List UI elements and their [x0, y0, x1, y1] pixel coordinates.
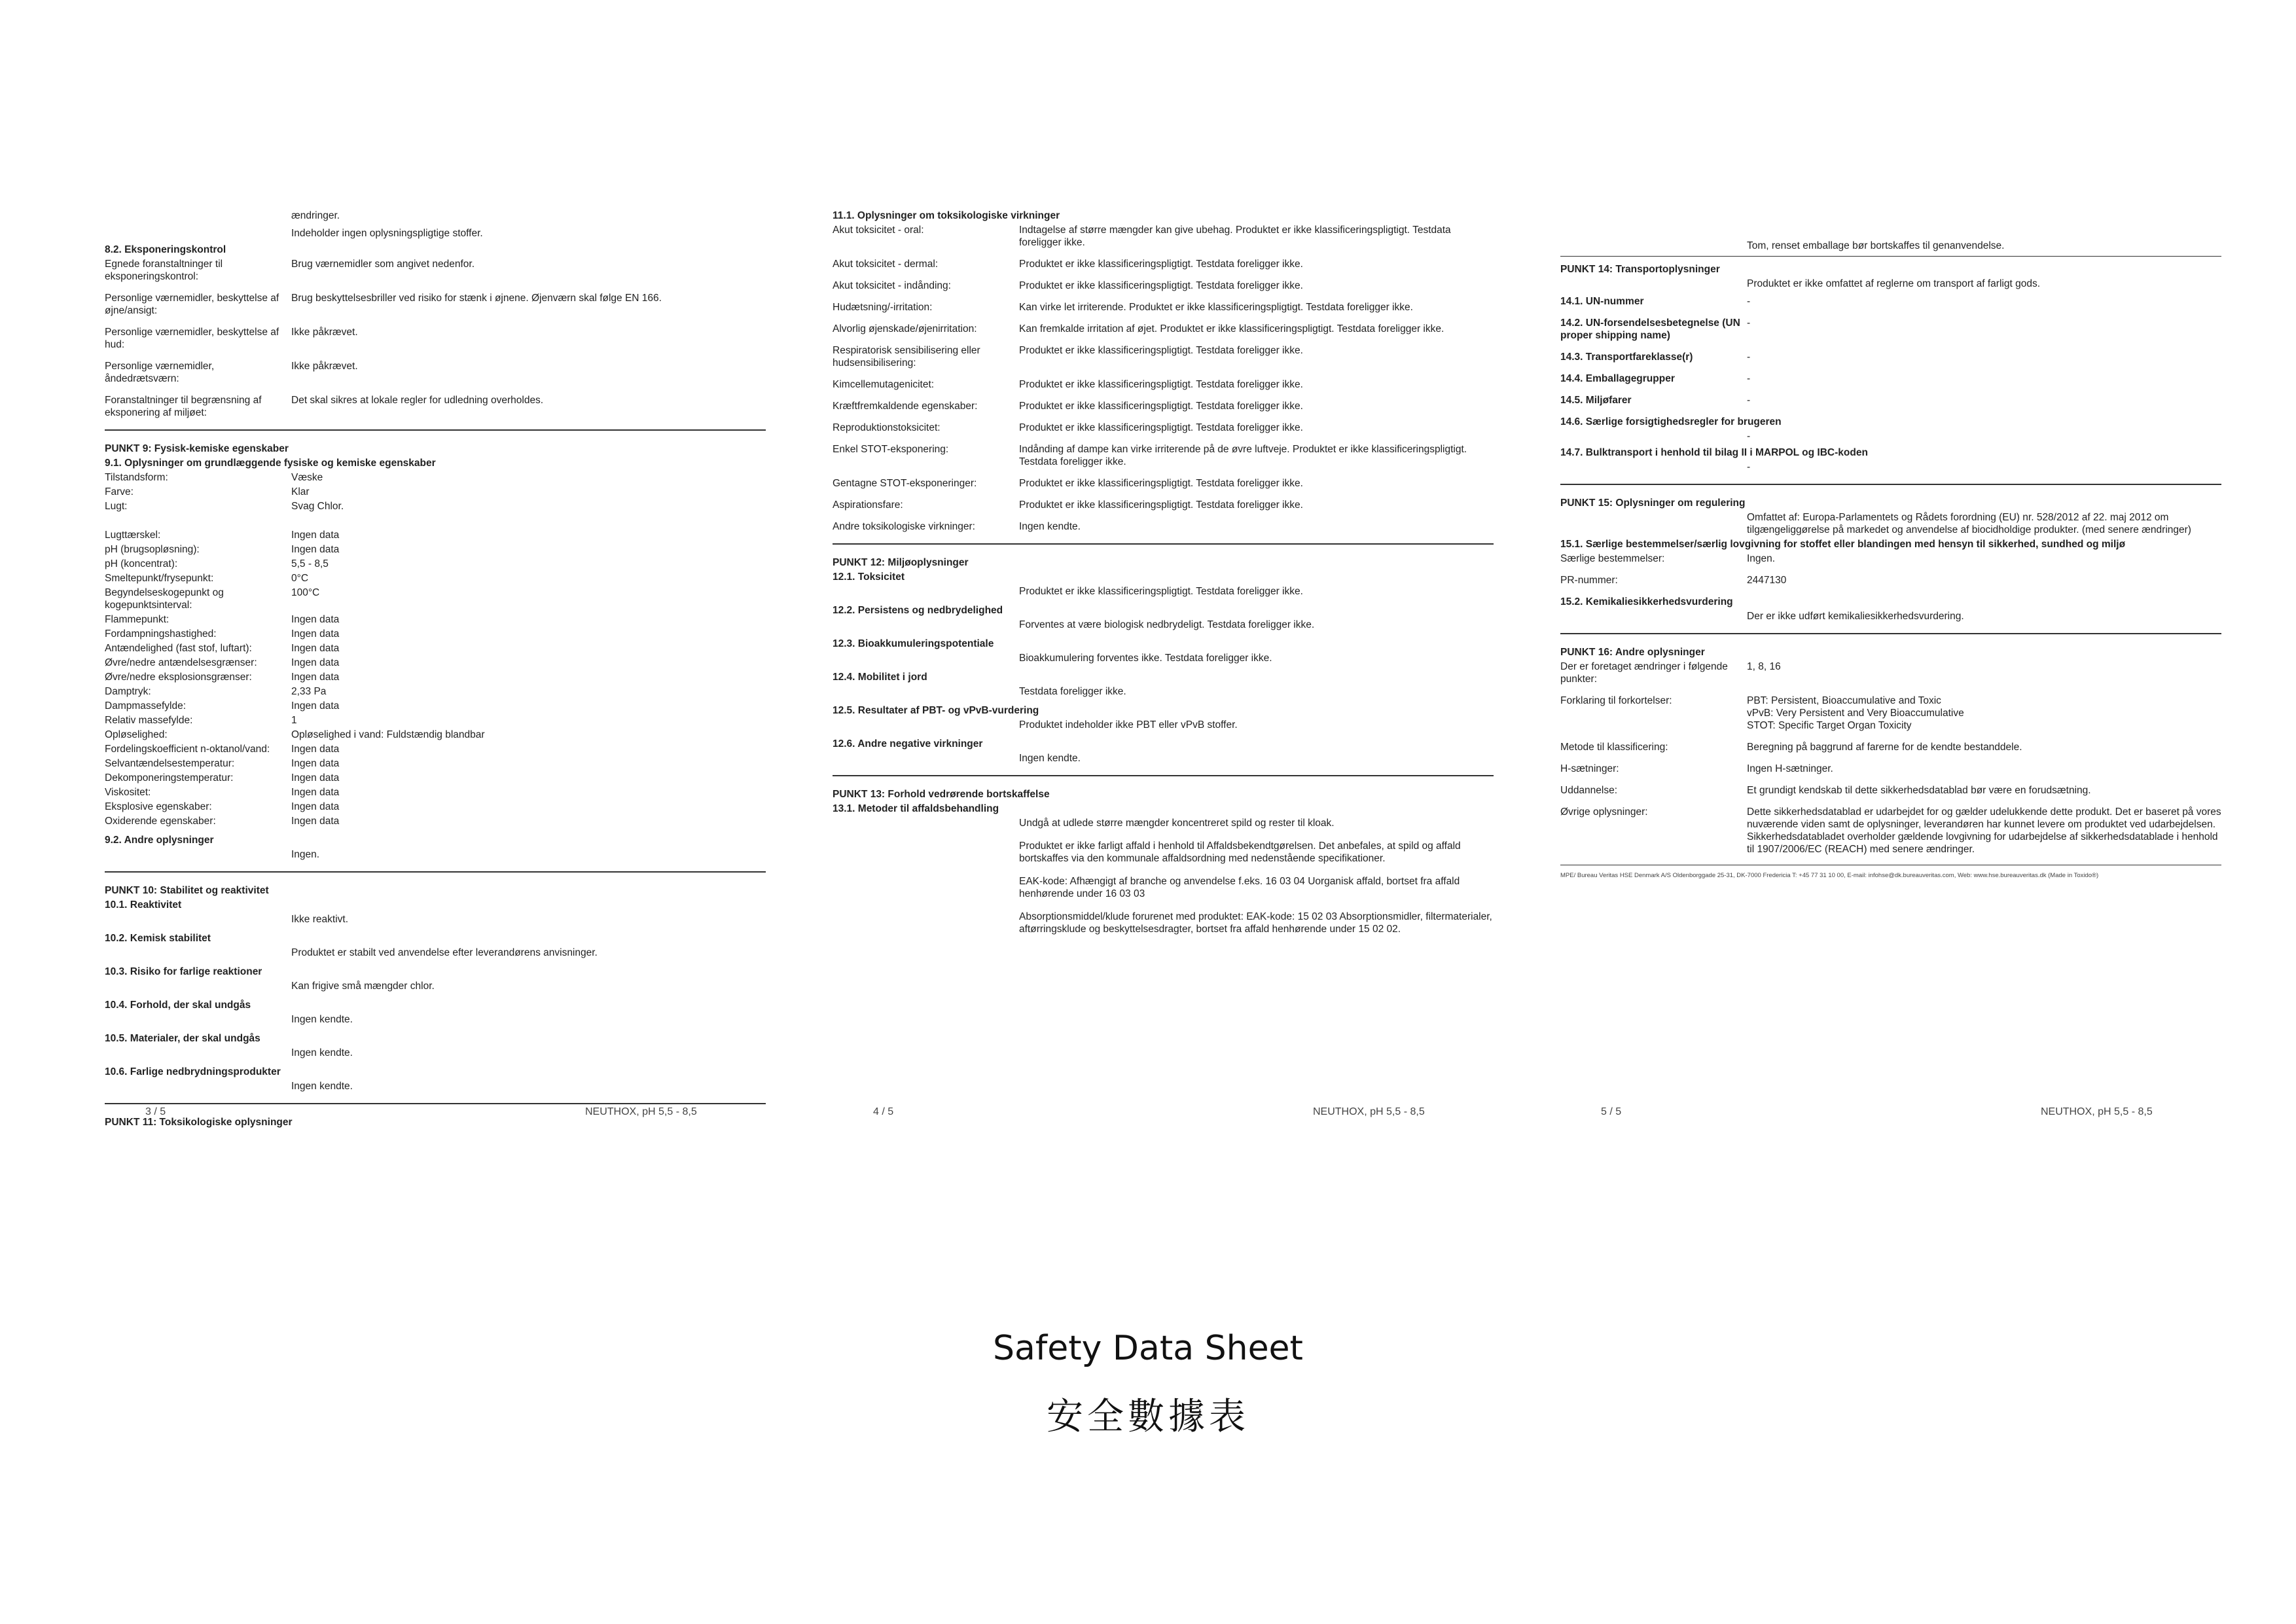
subsection-heading: 10.6. Farlige nedbrydningsprodukter [105, 1066, 281, 1077]
field-label: 14.1. UN-nummer [1560, 296, 1644, 307]
section-title: PUNKT 12: Miljøoplysninger [833, 557, 969, 568]
field-row [1560, 317, 2221, 342]
field-row [833, 422, 1494, 434]
section-heading: 15.1. Særlige bestemmelser/særlig lovgivning for stoffet eller blandingen med hensyn til sikkerhed, sundhed og miljø [1560, 539, 2126, 550]
field-row [105, 743, 766, 755]
subsection-heading: 12.6. Andre negative virkninger [833, 738, 983, 749]
regulation-list [1560, 552, 2221, 586]
section-title: PUNKT 15: Oplysninger om regulering [1560, 497, 1746, 509]
field-value: Ingen data [291, 801, 340, 812]
field-label: Akut toksicitet - indånding: [833, 280, 951, 291]
field-label: 14.3. Transportfareklasse(r) [1560, 352, 1693, 363]
field-value: Indånding af dampe kan virke irriterende på de øvre luftveje. Produktet er ikke klassificeringspligtigt. Testdata foreligger ikke. [1019, 444, 1467, 467]
field-row [105, 700, 766, 712]
field-value: Ingen. [1747, 553, 1776, 564]
field-row [105, 543, 766, 556]
field-row [833, 258, 1494, 270]
paragraph: EAK-kode: Afhængigt af branche og anvendelse f.eks. 16 03 04 Uorganisk affald, bortset fra affald henhørende under 16 03 03 [1019, 876, 1460, 899]
field-label: Fordelingskoefficient n-oktanol/vand: [105, 744, 270, 755]
subsection-heading: 10.3. Risiko for farlige reaktioner [105, 966, 262, 977]
field-label: Alvorlig øjenskade/øjenirritation: [833, 323, 977, 334]
other-info-list [1560, 660, 2221, 856]
field-value: Klar [291, 486, 310, 497]
section-heading: 13.1. Metoder til affaldsbehandling [833, 803, 999, 814]
field-row [833, 323, 1494, 335]
field-row [105, 657, 766, 669]
caption-english: Safety Data Sheet [993, 1329, 1303, 1368]
field-value: Kan fremkalde irritation af øjet. Produktet er ikke klassificeringspligtigt. Testdata foreligger ikke. [1019, 323, 1444, 334]
subsection-value: Ingen kendte. [291, 1081, 353, 1092]
field-row [105, 671, 766, 683]
field-row [105, 801, 766, 813]
field-row [1560, 784, 2221, 797]
section-heading: 15.2. Kemikaliesikkerhedsvurdering [1560, 596, 1733, 607]
field-row [105, 642, 766, 655]
field-value: Ingen data [291, 643, 340, 654]
field-value: Produktet er ikke klassificeringspligtigt. Testdata foreligger ikke. [1019, 422, 1303, 433]
section-heading: 14.7. Bulktransport i henhold til bilag II i MARPOL og IBC-koden [1560, 447, 1868, 458]
field-value: 100°C [291, 587, 320, 598]
field-row [105, 786, 766, 799]
field-value: Produktet er ikke klassificeringspligtigt. Testdata foreligger ikke. [1019, 401, 1303, 412]
field-label: Begyndelseskogepunkt og kogepunktsinterval: [105, 587, 224, 611]
field-label: Andre toksikologiske virkninger: [833, 521, 975, 532]
field-row [105, 360, 766, 385]
section-divider [105, 1103, 766, 1104]
field-row [105, 757, 766, 770]
stability-list [105, 899, 766, 1092]
field-value: 5,5 - 8,5 [291, 558, 329, 569]
page-number: 5 / 5 [1601, 1106, 1622, 1117]
section-title: PUNKT 14: Transportoplysninger [1560, 264, 1720, 275]
field-value: Produktet er ikke klassificeringspligtigt. Testdata foreligger ikke. [1019, 259, 1303, 270]
field-label: Enkel STOT-eksponering: [833, 444, 949, 455]
field-value: Ingen data [291, 744, 340, 755]
subsection-heading: 10.2. Kemisk stabilitet [105, 933, 211, 944]
field-label: PR-nummer: [1560, 575, 1618, 586]
page-number: 4 / 5 [873, 1106, 894, 1117]
field-value: Produktet er ikke klassificeringspligtigt. Testdata foreligger ikke. [1019, 345, 1303, 356]
field-label: Personlige værnemidler, åndedrætsværn: [105, 361, 215, 384]
subsection-heading: 12.5. Resultater af PBT- og vPvB-vurdering [833, 705, 1039, 716]
section-divider [833, 775, 1494, 776]
page-number: 3 / 5 [145, 1106, 166, 1117]
product-name: NEUTHOX, pH 5,5 - 8,5 [585, 1106, 697, 1117]
section-divider [1560, 256, 2221, 257]
field-label: Reproduktionstoksicitet: [833, 422, 941, 433]
field-value: Ingen data [291, 787, 340, 798]
field-row [1560, 552, 2221, 565]
field-value: PBT: Persistent, Bioaccumulative and Toxic vPvB: Very Persistent and Very Bioaccumulative STOT: Specific Target Organ Toxicity [1747, 695, 1964, 731]
field-value: Beregning på baggrund af farerne for de kendte bestanddele. [1747, 742, 2022, 753]
field-label: Øvrige oplysninger: [1560, 806, 1648, 818]
field-row [105, 326, 766, 351]
field-label: Forklaring til forkortelser: [1560, 695, 1672, 706]
field-row [833, 443, 1494, 468]
field-row [833, 499, 1494, 511]
field-value: 2447130 [1747, 575, 1787, 586]
field-value: Indtagelse af større mængder kan give ubehag. Produktet er ikke klassificeringspligtigt. Testdata foreligger ikke. [1019, 225, 1451, 248]
section-title: PUNKT 11: Toksikologiske oplysninger [105, 1117, 293, 1128]
field-label: Tilstandsform: [105, 472, 168, 483]
section-value: Omfattet af: Europa-Parlamentets og Rådets forordning (EU) nr. 528/2012 af 22. maj 2012 om tilgængeliggørelse på markedet og anvendelse af biocidholdige produkter. (med senere ændringer) [1747, 512, 2191, 535]
subsection-value: Ingen kendte. [291, 1014, 353, 1025]
paragraph: Absorptionsmiddel/klude forurenet med produktet: EAK-kode: 15 02 03 Absorptionsmidler, filtermaterialer, aftørringsklude og beskyttelsesdragter, bortset fra affald henhørende under 15 02 02. [1019, 911, 1492, 935]
field-label: Aspirationsfare: [833, 499, 903, 511]
field-value: 1, 8, 16 [1747, 661, 1781, 672]
field-value: - [1747, 296, 1751, 307]
continued-text: Tom, renset emballage bør bortskaffes til genanvendelse. [1747, 240, 2005, 251]
section-heading: 8.2. Eksponeringskontrol [105, 244, 226, 255]
field-label: Foranstaltninger til begrænsning af eksponering af miljøet: [105, 395, 262, 418]
field-label: Respiratorisk sensibilisering eller hudsensibilisering: [833, 345, 980, 369]
field-label: Uddannelse: [1560, 785, 1618, 796]
field-row [1560, 763, 2221, 775]
field-row [1560, 806, 2221, 856]
field-row [105, 628, 766, 640]
subsection-heading: 12.3. Bioakkumuleringspotentiale [833, 638, 994, 649]
field-value: Ingen H-sætninger. [1747, 763, 1833, 774]
field-row [1560, 695, 2221, 732]
subsection-value: Produktet indeholder ikke PBT eller vPvB stoffer. [1019, 719, 1238, 731]
field-value: Ingen kendte. [1019, 521, 1081, 532]
subsection-heading: 12.2. Persistens og nedbrydelighed [833, 605, 1003, 616]
field-value: Produktet er ikke klassificeringspligtigt. Testdata foreligger ikke. [1019, 379, 1303, 390]
field-row [833, 520, 1494, 533]
sds-page-4 [833, 209, 1494, 1139]
caption-chinese: 安全數據表 [1047, 1396, 1249, 1438]
field-row [105, 471, 766, 484]
field-value: Produktet er ikke klassificeringspligtigt. Testdata foreligger ikke. [1019, 499, 1303, 511]
field-label: 14.4. Emballagegrupper [1560, 373, 1675, 384]
field-row [105, 685, 766, 698]
field-row [833, 477, 1494, 490]
field-row [833, 280, 1494, 292]
field-value: Opløselighed i vand: Fuldstændig blandbar [291, 729, 485, 740]
field-row [833, 224, 1494, 249]
sds-page-3 [105, 209, 766, 1139]
field-label: Kimcellemutagenicitet: [833, 379, 935, 390]
section-divider [1560, 484, 2221, 485]
field-value: Kan virke let irriterende. Produktet er ikke klassificeringspligtigt. Testdata foreligger ikke. [1019, 302, 1413, 313]
section-divider [833, 543, 1494, 545]
field-label: Personlige værnemidler, beskyttelse af hud: [105, 327, 279, 350]
section-value: - [1747, 431, 1751, 442]
field-value: Brug beskyttelsesbriller ved risiko for stænk i øjnene. Øjenværn skal følge EN 166. [291, 293, 662, 304]
field-row [105, 714, 766, 727]
field-value: Ikke påkrævet. [291, 327, 358, 338]
subsection-value: Testdata foreligger ikke. [1019, 686, 1126, 697]
field-label: Kræftfremkaldende egenskaber: [833, 401, 978, 412]
subsection-value: Bioakkumulering forventes ikke. Testdata foreligger ikke. [1019, 653, 1272, 664]
field-value: 0°C [291, 573, 309, 584]
section-divider [105, 871, 766, 873]
paragraph: Produktet er ikke farligt affald i henhold til Affaldsbekendtgørelsen. Det anbefales, at spild og affald bortskaffes via den kommunale affaldsordning med nedenstående specifikationer. [1019, 840, 1461, 864]
field-label: Smeltepunkt/frysepunkt: [105, 573, 214, 584]
field-row [105, 586, 766, 611]
field-label: Dampmassefylde: [105, 700, 187, 712]
subsection-value: Ikke reaktivt. [291, 914, 348, 925]
field-label: Damptryk: [105, 686, 151, 697]
section-title: PUNKT 16: Andre oplysninger [1560, 647, 1705, 658]
field-value: Ingen data [291, 530, 340, 541]
field-label: H-sætninger: [1560, 763, 1619, 774]
field-row [1560, 372, 2221, 385]
field-label: Personlige værnemidler, beskyttelse af øjne/ansigt: [105, 293, 279, 316]
field-value: Ingen data [291, 614, 340, 625]
field-label: Fordampningshastighed: [105, 628, 217, 640]
field-row [1560, 295, 2221, 308]
field-label: Eksplosive egenskaber: [105, 801, 212, 812]
field-label: Særlige bestemmelser: [1560, 553, 1665, 564]
section-value: Ingen. [291, 849, 320, 860]
field-value: Dette sikkerhedsdatablad er udarbejdet for og gælder udelukkende dette produkt. Det er baseret på vores nuværende viden samt de oplysninger, leverandøren har kunnet levere om produktet ved udarbejdelsen. Sikkerhedsdatabladet overholder gældende lovgivning for udarbejdelse af sikkerhedsdatablade i henhold til 1907/2006/EC (REACH) med senere ændringer. [1747, 806, 2221, 855]
field-label: Egnede foranstaltninger til eksponeringskontrol: [105, 259, 223, 282]
section-heading: 9.2. Andre oplysninger [105, 835, 214, 846]
subsection-value: Produktet er stabilt ved anvendelse efter leverandørens anvisninger. [291, 947, 598, 958]
field-value: Svag Chlor. [291, 501, 344, 512]
section-value: Produktet er ikke omfattet af reglerne om transport af farligt gods. [1747, 278, 2040, 289]
field-row [105, 529, 766, 541]
field-value: Ingen data [291, 816, 340, 827]
field-row [105, 292, 766, 317]
field-value: Produktet er ikke klassificeringspligtigt. Testdata foreligger ikke. [1019, 478, 1303, 489]
field-value: Ingen data [291, 772, 340, 784]
field-label: Relativ massefylde: [105, 715, 193, 726]
field-value: - [1747, 373, 1751, 384]
subsection-heading: 10.1. Reaktivitet [105, 899, 182, 911]
subsection-heading: 12.4. Mobilitet i jord [833, 672, 927, 683]
field-value: Ingen data [291, 657, 340, 668]
section-heading: 14.6. Særlige forsigtighedsregler for brugeren [1560, 416, 1782, 427]
field-row [833, 301, 1494, 314]
field-row [1560, 394, 2221, 406]
field-row [105, 258, 766, 283]
subsection-value: Produktet er ikke klassificeringspligtigt. Testdata foreligger ikke. [1019, 586, 1303, 597]
field-row [1560, 351, 2221, 363]
exposure-control-list [105, 258, 766, 419]
field-row [105, 394, 766, 419]
subsection-value: Ingen kendte. [1019, 753, 1081, 764]
field-value: Ingen data [291, 700, 340, 712]
field-value: - [1747, 395, 1751, 406]
issuer-footer: MPE/ Bureau Veritas HSE Denmark A/S Oldenborggade 25-31, DK-7000 Fredericia T: +45 77 31 10 00, E-mail: infohse@dk.bureauveritas.com, Web: www.hse.bureauveritas.dk (Made in Toxido®) [1560, 872, 2099, 879]
field-label: pH (koncentrat): [105, 558, 178, 569]
properties-list [105, 471, 766, 513]
field-label: Dekomponeringstemperatur: [105, 772, 234, 784]
subsection-heading: 12.1. Toksicitet [833, 571, 905, 583]
field-value: 2,33 Pa [291, 686, 327, 697]
field-label: Antændelighed (fast stof, luftart): [105, 643, 252, 654]
field-value: Ikke påkrævet. [291, 361, 358, 372]
field-label: Hudætsning/-irritation: [833, 302, 933, 313]
field-value: Ingen data [291, 544, 340, 555]
subsection-heading: 10.4. Forhold, der skal undgås [105, 1000, 251, 1011]
field-row [105, 500, 766, 513]
toxicology-list [833, 224, 1494, 533]
field-label: Oxiderende egenskaber: [105, 816, 216, 827]
section-heading: 11.1. Oplysninger om toksikologiske virkninger [833, 210, 1060, 221]
transport-list [1560, 295, 2221, 406]
field-value: - [1747, 352, 1751, 363]
field-label: Gentagne STOT-eksponeringer: [833, 478, 977, 489]
field-value: Ingen data [291, 758, 340, 769]
field-row [105, 613, 766, 626]
sds-page-5 [1560, 209, 2221, 1139]
disposal-list [833, 817, 1494, 935]
field-label: Lugttærskel: [105, 530, 161, 541]
field-row [105, 772, 766, 784]
field-label: Akut toksicitet - dermal: [833, 259, 939, 270]
field-row [833, 400, 1494, 412]
environment-list [833, 571, 1494, 765]
field-value: - [1747, 317, 1751, 329]
field-row [833, 344, 1494, 369]
field-label: pH (brugsopløsning): [105, 544, 200, 555]
field-value: Et grundigt kendskab til dette sikkerhedsdatablad bør være en forudsætning. [1747, 785, 2091, 796]
properties-list [105, 529, 766, 827]
paragraph: Undgå at udlede større mængder koncentreret spild og rester til kloak. [1019, 818, 1335, 829]
field-row [1560, 574, 2221, 586]
continued-text: Indeholder ingen oplysningspligtige stoffer. [291, 228, 483, 239]
field-label: Selvantændelsestemperatur: [105, 758, 235, 769]
section-value: - [1747, 461, 1751, 473]
field-label: Akut toksicitet - oral: [833, 225, 924, 236]
field-label: 14.2. UN-forsendelsesbetegnelse (UN proper shipping name) [1560, 317, 1740, 341]
field-row [833, 378, 1494, 391]
field-label: Viskositet: [105, 787, 151, 798]
section-divider [105, 429, 766, 431]
section-title: PUNKT 9: Fysisk-kemiske egenskaber [105, 443, 289, 454]
field-value: Det skal sikres at lokale regler for udledning overholdes. [291, 395, 544, 406]
field-label: Øvre/nedre antændelsesgrænser: [105, 657, 257, 668]
field-row [105, 729, 766, 741]
subsection-value: Ingen kendte. [291, 1047, 353, 1058]
field-label: Flammepunkt: [105, 614, 170, 625]
field-row [1560, 741, 2221, 753]
field-value: Væske [291, 472, 323, 483]
field-value: Brug værnemidler som angivet nedenfor. [291, 259, 475, 270]
field-row [105, 815, 766, 827]
subsection-value: Kan frigive små mængder chlor. [291, 981, 435, 992]
section-heading: 9.1. Oplysninger om grundlæggende fysiske og kemiske egenskaber [105, 458, 436, 469]
continued-text: ændringer. [291, 210, 340, 221]
field-label: Lugt: [105, 501, 128, 512]
section-title: PUNKT 13: Forhold vedrørende bortskaffelse [833, 789, 1050, 800]
section-divider [1560, 633, 2221, 634]
field-label: Øvre/nedre eksplosionsgrænser: [105, 672, 252, 683]
field-row [1560, 660, 2221, 685]
field-label: Der er foretaget ændringer i følgende punkter: [1560, 661, 1728, 685]
field-label: Farve: [105, 486, 134, 497]
field-value: Produktet er ikke klassificeringspligtigt. Testdata foreligger ikke. [1019, 280, 1303, 291]
field-row [105, 486, 766, 498]
subsection-heading: 10.5. Materialer, der skal undgås [105, 1033, 260, 1044]
product-name: NEUTHOX, pH 5,5 - 8,5 [2041, 1106, 2153, 1117]
section-title: PUNKT 10: Stabilitet og reaktivitet [105, 885, 269, 896]
field-label: Opløselighed: [105, 729, 168, 740]
subsection-value: Forventes at være biologisk nedbrydeligt. Testdata foreligger ikke. [1019, 619, 1315, 630]
field-value: 1 [291, 715, 297, 726]
product-name: NEUTHOX, pH 5,5 - 8,5 [1313, 1106, 1425, 1117]
field-label: 14.5. Miljøfarer [1560, 395, 1632, 406]
field-value: Ingen data [291, 672, 340, 683]
field-row [105, 558, 766, 570]
field-row [105, 572, 766, 585]
field-value: Ingen data [291, 628, 340, 640]
section-value: Der er ikke udført kemikaliesikkerhedsvurdering. [1747, 611, 1964, 622]
field-label: Metode til klassificering: [1560, 742, 1668, 753]
